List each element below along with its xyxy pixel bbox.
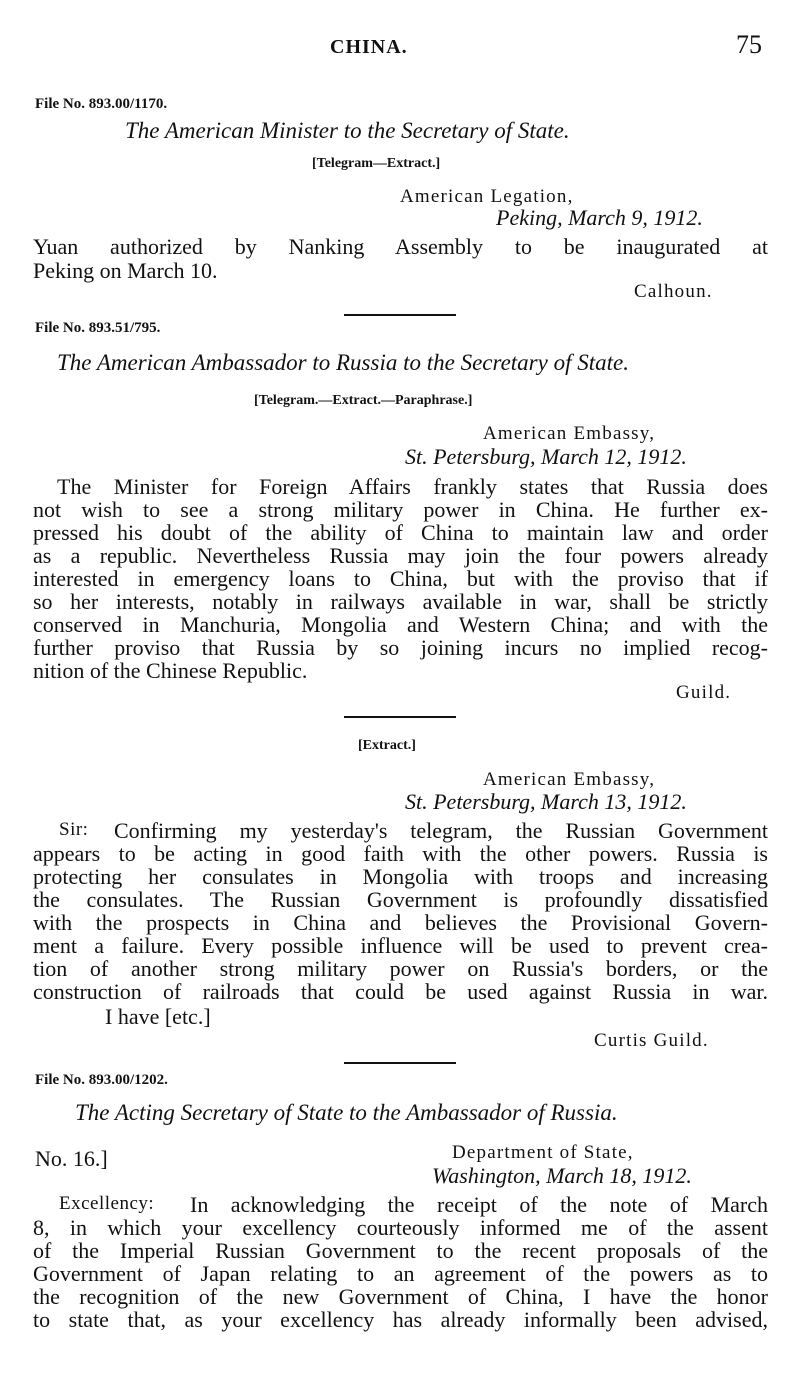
- doc3-line-5: with the prospects in China and believes the Provisional Govern-: [33, 910, 768, 935]
- doc2-line-2: not wish to see a strong military power in China. He further ex-: [33, 497, 768, 522]
- doc1-line-1: Yuan authorized by Nanking Assembly to be inaugurated at: [33, 234, 768, 259]
- doc2-signature: Guild.: [676, 682, 732, 703]
- separator-rule: [344, 716, 456, 718]
- doc4-number: No. 16.]: [35, 1146, 108, 1171]
- doc3-salutation: Sir:: [59, 819, 89, 840]
- doc3-line-1: Confirming my yesterday's telegram, the Russian Government: [114, 818, 768, 843]
- doc4-place-date: Washington, March 18, 1912.: [432, 1163, 692, 1188]
- doc1-note: [Telegram—Extract.]: [312, 156, 441, 171]
- doc4-line-2: 8, in which your excellency courteously informed me of the assent: [33, 1215, 768, 1240]
- doc2-line-7: conserved in Manchuria, Mongolia and Western China; and with the: [33, 612, 768, 637]
- doc3-line-8: construction of railroads that could be used against Russia in war.: [33, 979, 768, 1004]
- doc4-salutation: Excellency:: [59, 1193, 155, 1214]
- doc1-signature: Calhoun.: [634, 281, 713, 302]
- doc1-file-number: File No. 893.00/1170.: [35, 96, 168, 112]
- doc2-line-9: nition of the Chinese Republic.: [33, 658, 308, 683]
- doc2-file-number: File No. 893.51/795.: [35, 320, 161, 336]
- doc3-line-3: protecting her consulates in Mongolia with troops and increasing: [33, 864, 768, 889]
- separator-rule: [344, 314, 456, 316]
- doc3-line-4: the consulates. The Russian Government is profoundly dissatisfied: [33, 887, 768, 912]
- doc4-title: The Acting Secretary of State to the Ambassador of Russia.: [75, 1100, 618, 1125]
- doc2-sender-office: American Embassy,: [483, 423, 656, 444]
- doc3-signature: Curtis Guild.: [594, 1030, 709, 1051]
- doc4-line-4: Government of Japan relating to an agreement of the powers as to: [33, 1261, 768, 1286]
- doc2-line-3: pressed his doubt of the ability of China to maintain law and order: [33, 520, 768, 545]
- doc4-line-1: In acknowledging the receipt of the note of March: [190, 1192, 768, 1217]
- doc4-line-6: to state that, as your excellency has already informally been advised,: [33, 1307, 768, 1332]
- separator-rule: [344, 1062, 456, 1064]
- doc3-place-date: St. Petersburg, March 13, 1912.: [405, 789, 687, 814]
- page-number: 75: [736, 30, 762, 59]
- running-head: CHINA.: [330, 36, 408, 58]
- doc1-line-2: Peking on March 10.: [33, 258, 218, 283]
- doc1-title: The American Minister to the Secretary of State.: [125, 118, 570, 143]
- doc3-sender-office: American Embassy,: [483, 769, 656, 790]
- doc1-sender-office: American Legation,: [400, 186, 574, 207]
- doc4-line-5: the recognition of the new Government of China, I have the honor: [33, 1284, 768, 1309]
- doc2-title: The American Ambassador to Russia to the Secretary of State.: [57, 350, 629, 375]
- doc2-line-4: as a republic. Nevertheless Russia may join the four powers already: [33, 543, 768, 568]
- doc3-closing: I have [etc.]: [105, 1004, 211, 1029]
- doc4-file-number: File No. 893.00/1202.: [35, 1072, 168, 1088]
- doc3-line-2: appears to be acting in good faith with the other powers. Russia is: [33, 841, 768, 866]
- doc3-note: [Extract.]: [358, 738, 416, 753]
- doc3-line-6: ment a failure. Every possible influence will be used to prevent crea-: [33, 933, 768, 958]
- doc2-place-date: St. Petersburg, March 12, 1912.: [405, 444, 687, 469]
- doc2-line-6: so her interests, notably in railways available in war, shall be strictly: [33, 589, 768, 614]
- doc1-place-date: Peking, March 9, 1912.: [496, 205, 703, 230]
- doc4-line-3: of the Imperial Russian Government to the recent proposals of the: [33, 1238, 768, 1263]
- doc4-sender-office: Department of State,: [452, 1142, 634, 1163]
- doc2-line-1: The Minister for Foreign Affairs frankly states that Russia does: [57, 474, 768, 499]
- doc2-note: [Telegram.—Extract.—Paraphrase.]: [254, 393, 473, 408]
- doc2-line-8: further proviso that Russia by so joining incurs no implied recog-: [33, 635, 768, 660]
- doc2-line-5: interested in emergency loans to China, but with the proviso that if: [33, 566, 768, 591]
- doc3-line-7: tion of another strong military power on Russia's borders, or the: [33, 956, 768, 981]
